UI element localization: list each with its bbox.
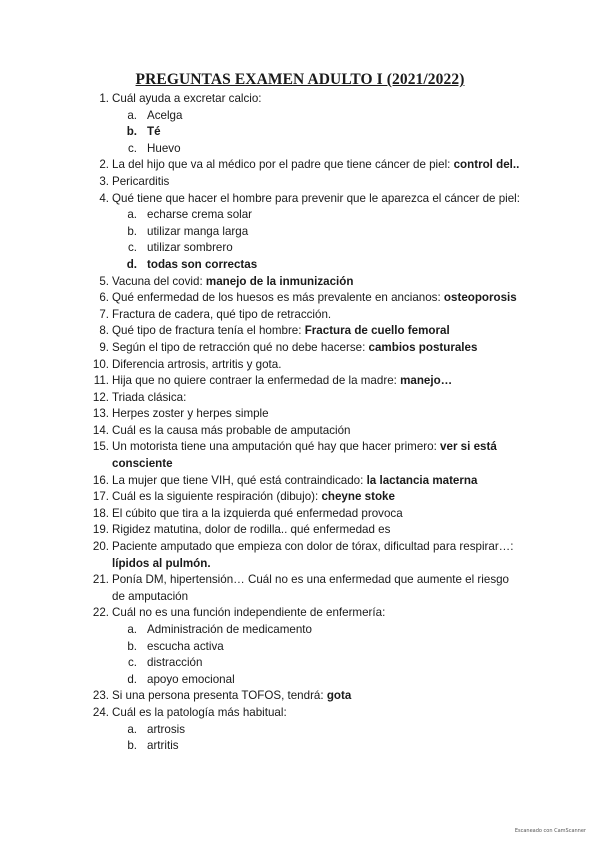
question-item: [0, 157, 600, 174]
answer-option: [0, 240, 600, 257]
question-list: [0, 91, 600, 755]
question-item: [0, 323, 600, 340]
question-item: [0, 489, 600, 506]
question-number: 23.: [92, 689, 109, 703]
question-item: [0, 605, 600, 622]
question-item: [0, 340, 600, 357]
question-item: [0, 705, 600, 722]
option-letter: c.: [127, 656, 137, 670]
plain-text: Acelga: [147, 108, 183, 122]
plain-text: Qué tipo de fractura tenía el hombre:: [112, 324, 305, 338]
question-item: [0, 539, 600, 572]
question-number: 15.: [92, 440, 109, 454]
option-text: [147, 622, 522, 639]
question-text: [112, 357, 522, 374]
question-item: [0, 290, 600, 307]
question-item: [0, 473, 600, 490]
question-number: 14.: [92, 423, 109, 437]
question-item: [0, 688, 600, 705]
question-number: 13.: [92, 407, 109, 421]
answer-highlight: Fractura de cuello femoral: [304, 324, 450, 338]
option-letter: d.: [126, 257, 137, 271]
answer-option: [0, 141, 600, 158]
answer-option: [0, 622, 600, 639]
plain-text: Si una persona presenta TOFOS, tendrá:: [112, 689, 327, 703]
option-text: [147, 738, 522, 755]
option-text: [147, 124, 522, 141]
question-item: [0, 274, 600, 291]
option-letter: a.: [127, 623, 137, 636]
option-letter: b.: [126, 125, 137, 139]
question-number: 4.: [99, 191, 109, 205]
answer-option: [0, 124, 600, 141]
question-item: [0, 91, 600, 108]
plain-text: Pericarditis: [112, 174, 170, 188]
plain-text: Según el tipo de retracción qué no debe hacerse:: [112, 340, 369, 354]
answer-highlight: lípidos al pulmón.: [112, 556, 211, 570]
plain-text: apoyo emocional: [147, 672, 235, 686]
question-text: [112, 572, 518, 605]
plain-text: Triada clásica:: [112, 390, 187, 404]
question-number: 20.: [92, 540, 109, 554]
answer-option: [0, 722, 600, 739]
answer-option: [0, 655, 600, 672]
option-letter: a.: [127, 108, 137, 122]
option-letter: b.: [127, 639, 137, 653]
question-text: [112, 323, 522, 340]
plain-text: Administración de medicamento: [147, 623, 312, 636]
answer-option: [0, 108, 600, 125]
plain-text: Herpes zoster y herpes simple: [112, 407, 269, 421]
question-number: 8.: [99, 324, 109, 338]
plain-text: Cuál no es una función independiente de enfermería:: [112, 606, 386, 620]
plain-text: echarse crema solar: [147, 208, 253, 222]
question-text: [112, 423, 522, 440]
question-item: [0, 174, 600, 191]
question-number: 22.: [92, 606, 109, 620]
answer-highlight: Té: [147, 125, 161, 139]
option-text: [147, 257, 522, 274]
plain-text: Un motorista tiene una amputación qué hay que hacer primero:: [112, 440, 441, 454]
answer-option: [0, 207, 600, 224]
plain-text: Ponía DM, hipertensión… Cuál no es una enfermedad que aumente el riesgo de amputación: [112, 573, 510, 603]
question-item: [0, 406, 600, 423]
answer-option: [0, 738, 600, 755]
option-text: [147, 141, 522, 158]
option-text: [147, 639, 522, 656]
plain-text: Vacuna del covid:: [112, 274, 206, 288]
plain-text: distracción: [147, 656, 203, 670]
question-text: [112, 506, 522, 523]
question-item: [0, 522, 600, 539]
question-number: 17.: [92, 490, 109, 504]
page-title: PREGUNTAS EXAMEN ADULTO I (2021/2022): [135, 71, 465, 88]
plain-text: La del hijo que va al médico por el padre que tiene cáncer de piel:: [112, 158, 454, 172]
option-letter: d.: [127, 672, 137, 686]
question-number: 11.: [93, 374, 109, 388]
question-text: [112, 307, 522, 324]
question-text: [112, 174, 522, 191]
plain-text: artritis: [147, 739, 179, 753]
answer-highlight: osteoporosis: [443, 291, 517, 305]
question-number: 24.: [92, 705, 109, 719]
option-letter: b.: [127, 224, 137, 238]
question-number: 5.: [99, 274, 109, 288]
option-letter: b.: [127, 739, 137, 753]
question-text: [112, 605, 522, 622]
question-item: [0, 373, 600, 390]
option-text: [147, 224, 522, 241]
plain-text: La mujer que tiene VIH, qué está contraindicado:: [112, 473, 367, 487]
answer-highlight: manejo…: [400, 374, 453, 388]
question-text: [112, 290, 522, 307]
question-item: [0, 439, 600, 472]
option-text: [147, 108, 522, 125]
question-text: [112, 406, 522, 423]
option-letter: c.: [127, 241, 137, 255]
answer-highlight: manejo de la inmunización: [205, 274, 354, 288]
question-text: [112, 373, 522, 390]
plain-text: Hija que no quiere contraer la enfermedad de la madre:: [112, 374, 401, 388]
answer-highlight: control del..: [453, 158, 520, 172]
plain-text: utilizar sombrero: [147, 241, 233, 255]
plain-text: escucha activa: [147, 639, 224, 653]
question-item: [0, 357, 600, 374]
question-item: [0, 506, 600, 523]
question-number: 3.: [99, 174, 109, 188]
answer-highlight: gota: [326, 689, 352, 703]
question-number: 19.: [92, 523, 109, 537]
question-text: [112, 191, 522, 208]
question-number: 1.: [99, 92, 109, 105]
question-item: [0, 191, 600, 208]
question-number: 10.: [92, 357, 109, 371]
plain-text: Qué enfermedad de los huesos es más prevalente en ancianos:: [112, 291, 444, 305]
answer-option: [0, 224, 600, 241]
plain-text: artrosis: [147, 722, 186, 736]
option-text: [147, 672, 522, 689]
question-text: [112, 439, 518, 472]
question-number: 2.: [99, 158, 109, 172]
question-number: 6.: [99, 291, 109, 305]
question-text: [112, 91, 522, 108]
question-number: 21.: [92, 573, 109, 587]
option-text: [147, 240, 522, 257]
answer-highlight: cambios posturales: [368, 340, 478, 354]
plain-text: Cuál es la siguiente respiración (dibujo):: [112, 490, 322, 504]
question-text: [112, 539, 518, 572]
question-number: 9.: [99, 340, 109, 354]
question-text: [112, 390, 522, 407]
question-number: 7.: [99, 307, 109, 321]
question-number: 16.: [92, 473, 109, 487]
plain-text: Diferencia artrosis, artritis y gota.: [112, 357, 282, 371]
question-number: 18.: [92, 506, 109, 520]
option-letter: a.: [127, 208, 137, 222]
question-text: [112, 340, 522, 357]
question-item: [0, 307, 600, 324]
question-text: [112, 473, 522, 490]
answer-option: [0, 639, 600, 656]
answer-option: [0, 672, 600, 689]
plain-text: Paciente amputado que empieza con dolor de tórax, dificultad para respirar…:: [112, 540, 514, 554]
question-item: [0, 572, 600, 605]
question-text: [112, 274, 522, 291]
plain-text: El cúbito que tira a la izquierda qué enfermedad provoca: [112, 506, 403, 520]
plain-text: Cuál es la patología más habitual:: [112, 705, 287, 719]
plain-text: Huevo: [147, 141, 181, 155]
plain-text: Rigidez matutina, dolor de rodilla.. qué enfermedad es: [112, 523, 391, 537]
question-text: [112, 522, 522, 539]
question-text: [112, 489, 522, 506]
plain-text: Cuál es la causa más probable de amputación: [112, 423, 351, 437]
plain-text: Fractura de cadera, qué tipo de retracción.: [112, 307, 332, 321]
option-text: [147, 655, 522, 672]
answer-option: [0, 257, 600, 274]
plain-text: Cuál ayuda a excretar calcio:: [112, 92, 262, 105]
answer-highlight: todas son correctas: [147, 257, 258, 271]
scanner-watermark: Escaneado con CamScanner: [514, 828, 586, 834]
question-text: [112, 705, 522, 722]
question-item: [0, 423, 600, 440]
option-text: [147, 207, 522, 224]
plain-text: utilizar manga larga: [147, 224, 249, 238]
question-item: [0, 390, 600, 407]
plain-text: Qué tiene que hacer el hombre para prevenir que le aparezca el cáncer de piel:: [112, 191, 520, 205]
question-text: [112, 688, 522, 705]
answer-highlight: cheyne stoke: [321, 490, 395, 504]
question-text: [112, 157, 522, 174]
answer-highlight: ver si está consciente: [112, 440, 497, 471]
option-text: [147, 722, 522, 739]
answer-highlight: la lactancia materna: [366, 473, 478, 487]
question-number: 12.: [92, 390, 109, 404]
option-letter: a.: [127, 722, 137, 736]
option-letter: c.: [127, 141, 137, 155]
